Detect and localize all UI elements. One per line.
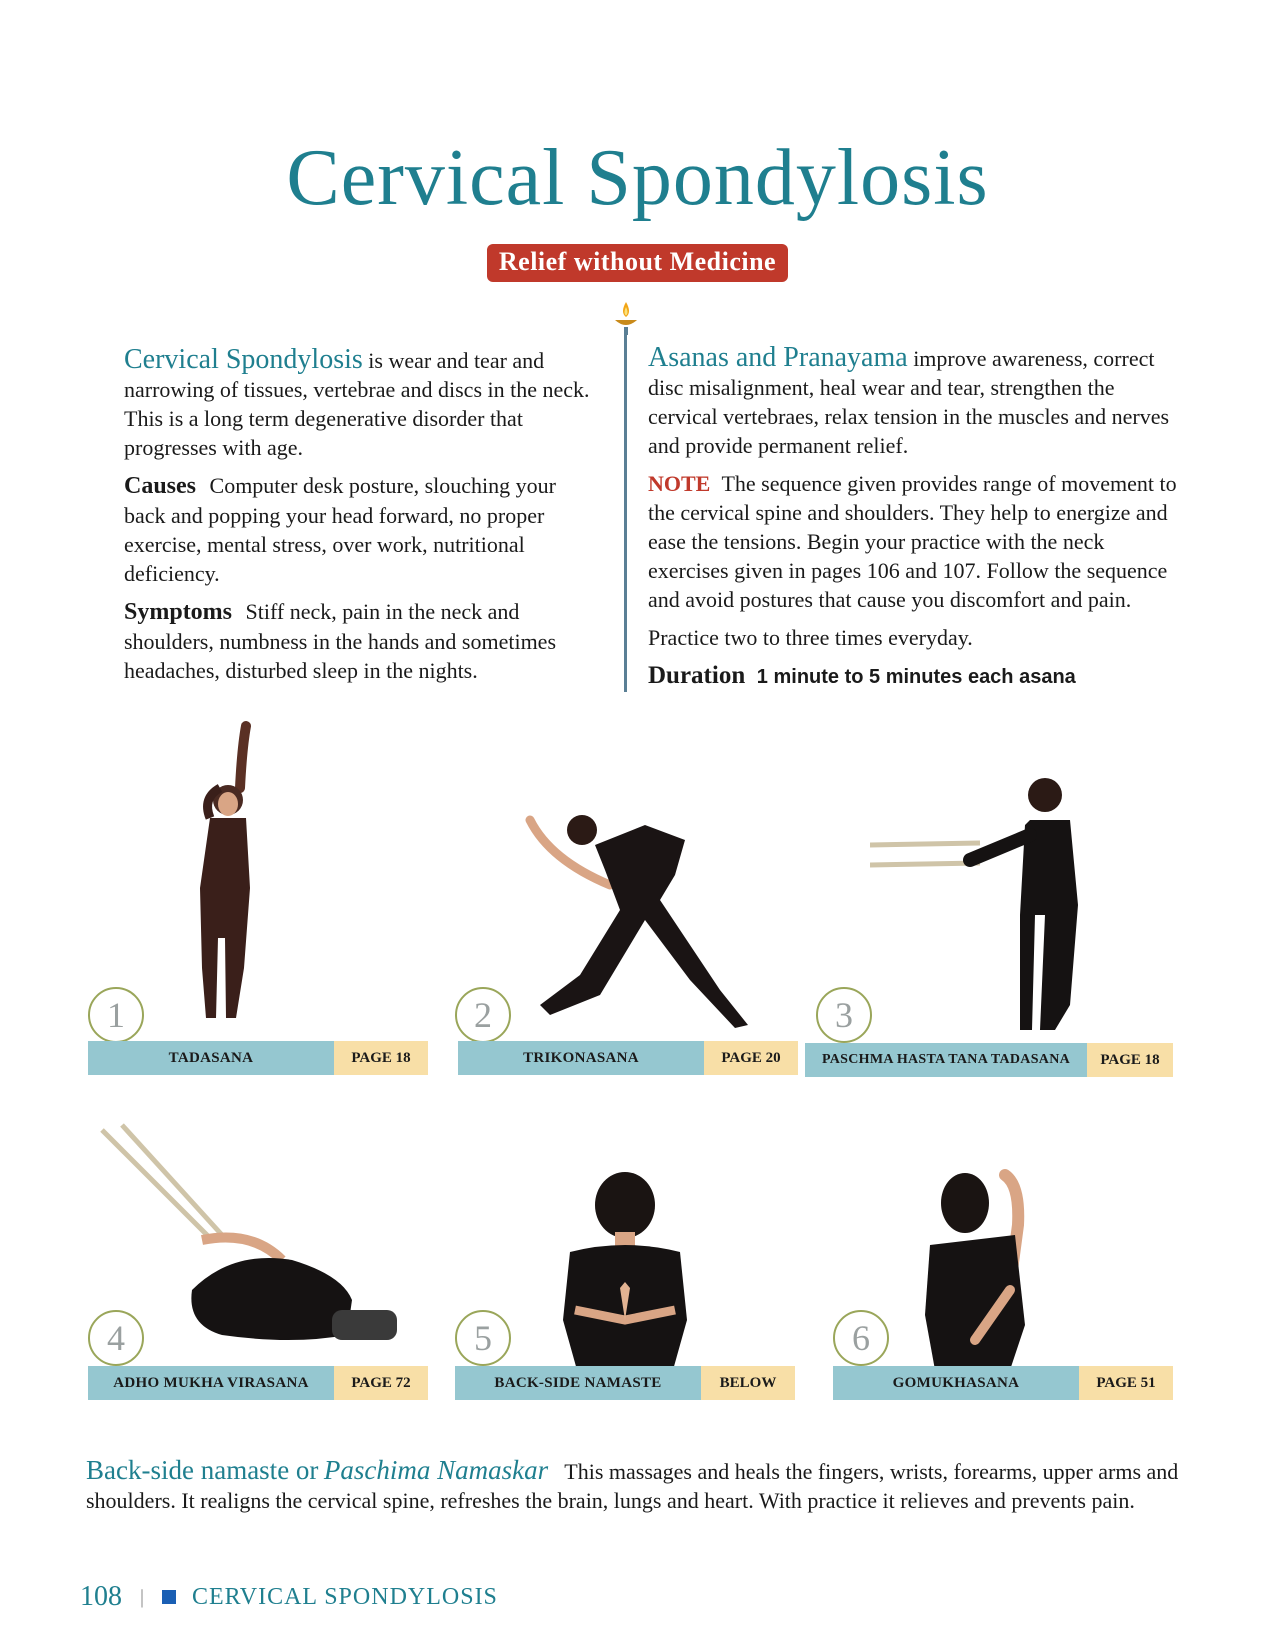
intro-paragraph: [124, 345, 602, 462]
duration-line: [648, 661, 1188, 692]
caption-term-italic: Paschima Namaskar: [323, 1455, 549, 1485]
pose-number-1: 1: [88, 987, 144, 1043]
pose-page: PAGE 20: [704, 1041, 798, 1075]
lamp-icon: [612, 300, 640, 336]
pose-page: PAGE 18: [1087, 1043, 1173, 1077]
right-column: [648, 343, 1188, 701]
symptoms-label: Symptoms: [124, 599, 233, 625]
practice-text: Practice two to three times everyday.: [648, 625, 973, 650]
caption-term: Back-side namaste or: [86, 1455, 319, 1485]
pose-label-3: [805, 1043, 1173, 1077]
duration-label: Duration: [648, 662, 746, 689]
column-divider: [624, 332, 627, 692]
causes-label: Causes: [124, 473, 197, 499]
note-text: The sequence given provides range of movement to the cervical spine and shoulders. They help to energize and ease the tensions. Begin your practice with the neck exercises given in pages 106 and 107. Follow the sequence and avoid postures that cause you discomfort and pain.: [648, 471, 1177, 612]
pose-page: PAGE 72: [334, 1366, 428, 1400]
pose-label-1: [88, 1041, 428, 1075]
duration-text: 1 minute to 5 minutes each asana: [756, 666, 1076, 688]
asanas-text: improve awareness, correct disc misalignment, heal wear and tear, strengthen the cervical vertebraes, relax tension in the muscles and nerves and provide permanent relief.: [648, 346, 1170, 458]
pose-number-5: 5: [455, 1310, 511, 1366]
pose-number-2: 2: [455, 987, 511, 1043]
asanas-paragraph: [648, 343, 1188, 460]
pose-page: PAGE 51: [1079, 1366, 1173, 1400]
causes-paragraph: [124, 471, 602, 588]
subtitle-badge: Relief without Medicine: [487, 244, 788, 282]
pose-label-5: [455, 1366, 795, 1400]
pose-number-4: 4: [88, 1310, 144, 1366]
pose-photo-5: [545, 1170, 705, 1370]
pose-photo-6: [910, 1165, 1060, 1370]
pose-page: BELOW: [701, 1366, 795, 1400]
tadasana-figure: [180, 718, 310, 1038]
symptoms-text: Stiff neck, pain in the neck and shoulders, numbness in the hands and sometimes headaches, disturbed sleep in the nights.: [124, 599, 557, 683]
page-title: Cervical Spondylosis: [286, 134, 989, 222]
pose-name: PASCHMA HASTA TANA TADASANA: [805, 1043, 1087, 1077]
trikonasana-figure: [510, 790, 790, 1040]
pose-photo-2: [510, 790, 790, 1040]
pose-number-6: 6: [833, 1310, 889, 1366]
pose-name: GOMUKHASANA: [833, 1366, 1079, 1400]
note-paragraph: [648, 469, 1188, 614]
causes-text: Computer desk posture, slouching your back and popping your head forward, no proper exercise, mental stress, over work, nutritional deficiency.: [124, 473, 556, 586]
pose-page: PAGE 18: [334, 1041, 428, 1075]
page-number: 108: [80, 1581, 122, 1612]
pose-label-4: [88, 1366, 428, 1400]
pose-name: ADHO MUKHA VIRASANA: [88, 1366, 334, 1400]
pose-name: TADASANA: [88, 1041, 334, 1075]
footer-separator: |: [140, 1585, 145, 1608]
caption-text: This massages and heals the fingers, wrists, forearms, upper arms and shoulders. It realigns the cervical spine, refreshes the brain, lungs and heart. With practice it relieves and prevents pain.: [86, 1459, 1179, 1513]
left-column: [124, 345, 602, 694]
pose-label-2: [458, 1041, 798, 1075]
back-side-namaste-figure: [545, 1170, 705, 1370]
paschma-hasta-figure: [870, 755, 1100, 1040]
pose-label-6: [833, 1366, 1173, 1400]
pose-name: TRIKONASANA: [458, 1041, 704, 1075]
footer-section-title: CERVICAL SPONDYLOSIS: [192, 1583, 498, 1610]
asanas-term: Asanas and Pranayama: [648, 342, 908, 373]
intro-text: is wear and tear and narrowing of tissues, vertebrae and discs in the neck. This is a long term degenerative disorder that progresses with age.: [124, 348, 590, 460]
note-label: NOTE: [648, 471, 711, 496]
pose-photo-3: [870, 755, 1100, 1040]
pose-name: BACK-SIDE NAMASTE: [455, 1366, 701, 1400]
gomukhasana-figure: [910, 1165, 1060, 1370]
page-footer: [80, 1580, 498, 1614]
back-side-namaste-caption: [86, 1456, 1196, 1515]
pose-number-3: 3: [816, 987, 872, 1043]
square-bullet-icon: [162, 1590, 176, 1604]
intro-term: Cervical Spondylosis: [124, 344, 363, 375]
pose-photo-1: [180, 718, 310, 1038]
symptoms-paragraph: [124, 597, 602, 685]
